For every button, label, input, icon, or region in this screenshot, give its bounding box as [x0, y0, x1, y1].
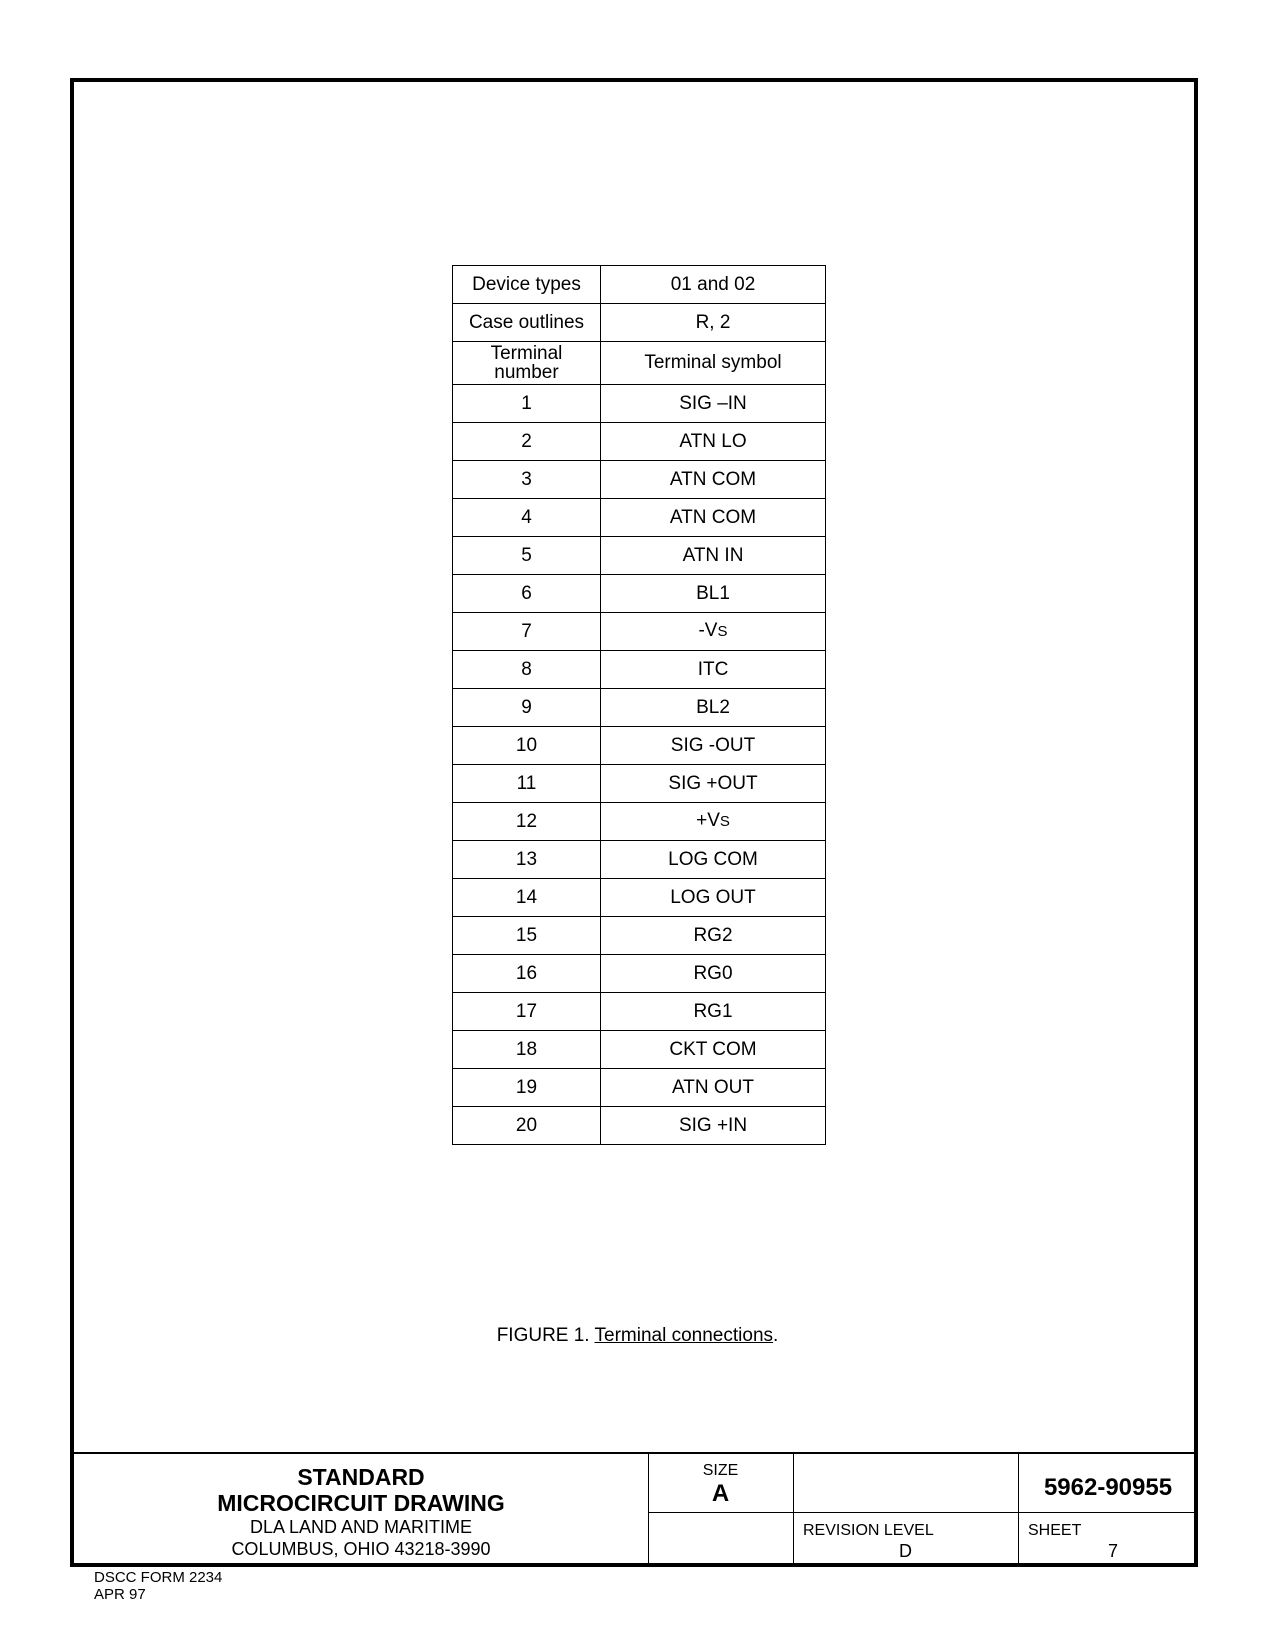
terminal-symbol: [601, 803, 826, 841]
terminal-symbol: [601, 841, 826, 879]
terminal-symbol: [601, 993, 826, 1031]
terminal-symbol: [601, 423, 826, 461]
table-row: [453, 1069, 826, 1107]
table-row: [453, 575, 826, 613]
figure-caption-title: Terminal connections: [594, 1325, 774, 1346]
table-row: [453, 385, 826, 423]
revision-level-value: D: [899, 1541, 912, 1561]
figure-caption: [0, 1325, 1275, 1347]
terminal-symbol-text: SIG -OUT: [670, 734, 756, 756]
table-row: [453, 423, 826, 461]
revision-level-label: REVISION LEVEL: [803, 1522, 934, 1539]
table-row: [453, 613, 826, 651]
terminal-symbol: [601, 917, 826, 955]
terminal-number: 10: [453, 727, 601, 765]
terminal-symbol-text: -V: [698, 620, 718, 641]
terminal-symbol: [601, 1031, 826, 1069]
terminal-symbol: [601, 537, 826, 575]
sheet-value: 7: [1107, 1541, 1118, 1561]
title-block: [74, 1452, 1198, 1565]
table-row: [453, 803, 826, 841]
sheet-label: SHEET: [1028, 1522, 1082, 1539]
table-row: [453, 461, 826, 499]
terminal-symbol-text: ATN COM: [669, 468, 757, 490]
title-standard: STANDARD: [297, 1464, 425, 1490]
terminal-number: 3: [453, 461, 601, 499]
terminal-number: 17: [453, 993, 601, 1031]
terminal-number: 19: [453, 1069, 601, 1107]
title-block-divider: [648, 1512, 1198, 1513]
form-number: DSCC FORM 2234: [94, 1569, 223, 1586]
table-row: [453, 765, 826, 803]
terminal-symbol-text: RG0: [693, 962, 733, 984]
terminal-symbol: [601, 765, 826, 803]
terminal-number-header-line1: Terminal: [490, 343, 563, 364]
size-value: A: [711, 1480, 730, 1507]
size-label: SIZE: [702, 1462, 739, 1479]
terminal-symbol-text: SIG +IN: [678, 1114, 748, 1136]
terminal-symbol-text: CKT COM: [669, 1038, 757, 1060]
device-types-row: [453, 266, 826, 304]
terminal-symbol: [601, 461, 826, 499]
terminal-number: 13: [453, 841, 601, 879]
terminal-number-header: [453, 342, 601, 385]
terminal-symbol-text: RG2: [693, 924, 733, 946]
terminal-number: 9: [453, 689, 601, 727]
terminal-symbol: [601, 689, 826, 727]
table-row: [453, 651, 826, 689]
title-microcircuit-drawing: MICROCIRCUIT DRAWING: [217, 1490, 505, 1516]
case-outlines-row: [453, 304, 826, 342]
terminal-symbol: [601, 499, 826, 537]
terminal-symbol: [601, 613, 826, 651]
figure-caption-prefix: FIGURE 1.: [496, 1325, 595, 1346]
form-note: [94, 1569, 222, 1603]
terminal-symbol-text: RG1: [693, 1000, 733, 1022]
table-row: [453, 1031, 826, 1069]
table-row: [453, 993, 826, 1031]
terminal-symbol: [601, 1107, 826, 1145]
terminal-number: 1: [453, 385, 601, 423]
device-types-label: Device types: [453, 266, 601, 304]
terminal-symbol-text: SIG +OUT: [668, 772, 758, 794]
terminal-symbol-text: ATN COM: [669, 506, 757, 528]
terminal-symbol-text: ITC: [697, 658, 729, 680]
terminal-number: 14: [453, 879, 601, 917]
terminal-number-header-line2: number: [494, 362, 559, 383]
table-row: [453, 879, 826, 917]
terminal-symbol-text: LOG OUT: [670, 886, 756, 908]
column-header-row: [453, 342, 826, 385]
title-block-agency: [74, 1454, 648, 1565]
terminal-symbol: [601, 879, 826, 917]
table-row: [453, 499, 826, 537]
case-outlines-value: R, 2: [601, 304, 826, 342]
form-date: APR 97: [94, 1586, 146, 1603]
terminal-connections-table: [452, 265, 826, 1145]
terminal-number: 18: [453, 1031, 601, 1069]
terminal-symbol-text: BL1: [696, 582, 730, 604]
table-row: [453, 917, 826, 955]
terminal-symbol: [601, 1069, 826, 1107]
drawing-number: 5962-90955: [1043, 1474, 1173, 1501]
terminal-number: 15: [453, 917, 601, 955]
title-agency-name: DLA LAND AND MARITIME: [249, 1517, 473, 1537]
terminal-number: 7: [453, 613, 601, 651]
terminal-symbol-text: ATN LO: [679, 430, 747, 452]
terminal-symbol: [601, 727, 826, 765]
terminal-symbol: [601, 575, 826, 613]
terminal-symbol-text: LOG COM: [668, 848, 758, 870]
terminal-number: 4: [453, 499, 601, 537]
terminal-symbol-subscript: S: [717, 623, 728, 640]
table-row: [453, 727, 826, 765]
table-row: [453, 955, 826, 993]
device-types-value: 01 and 02: [601, 266, 826, 304]
terminal-number: 20: [453, 1107, 601, 1145]
terminal-symbol-text: +V: [696, 810, 720, 831]
title-agency-address: COLUMBUS, OHIO 43218-3990: [231, 1539, 491, 1559]
terminal-symbol: [601, 385, 826, 423]
terminal-symbol-text: ATN OUT: [672, 1076, 754, 1098]
terminal-number: 12: [453, 803, 601, 841]
case-outlines-label: Case outlines: [453, 304, 601, 342]
table-row: [453, 689, 826, 727]
terminal-symbol: [601, 651, 826, 689]
table-row: [453, 1107, 826, 1145]
terminal-symbol-text: BL2: [696, 696, 730, 718]
figure-caption-suffix: .: [773, 1325, 779, 1346]
terminal-number: 11: [453, 765, 601, 803]
terminal-symbol-text: SIG –IN: [679, 392, 747, 414]
terminal-symbol-header: Terminal symbol: [601, 342, 826, 385]
terminal-symbol-subscript: S: [719, 813, 730, 830]
terminal-symbol: [601, 955, 826, 993]
terminal-number: 16: [453, 955, 601, 993]
terminal-number: 6: [453, 575, 601, 613]
terminal-number: 8: [453, 651, 601, 689]
terminal-number: 5: [453, 537, 601, 575]
table-row: [453, 537, 826, 575]
table-row: [453, 841, 826, 879]
terminal-symbol-text: ATN IN: [682, 544, 744, 566]
terminal-number: 2: [453, 423, 601, 461]
